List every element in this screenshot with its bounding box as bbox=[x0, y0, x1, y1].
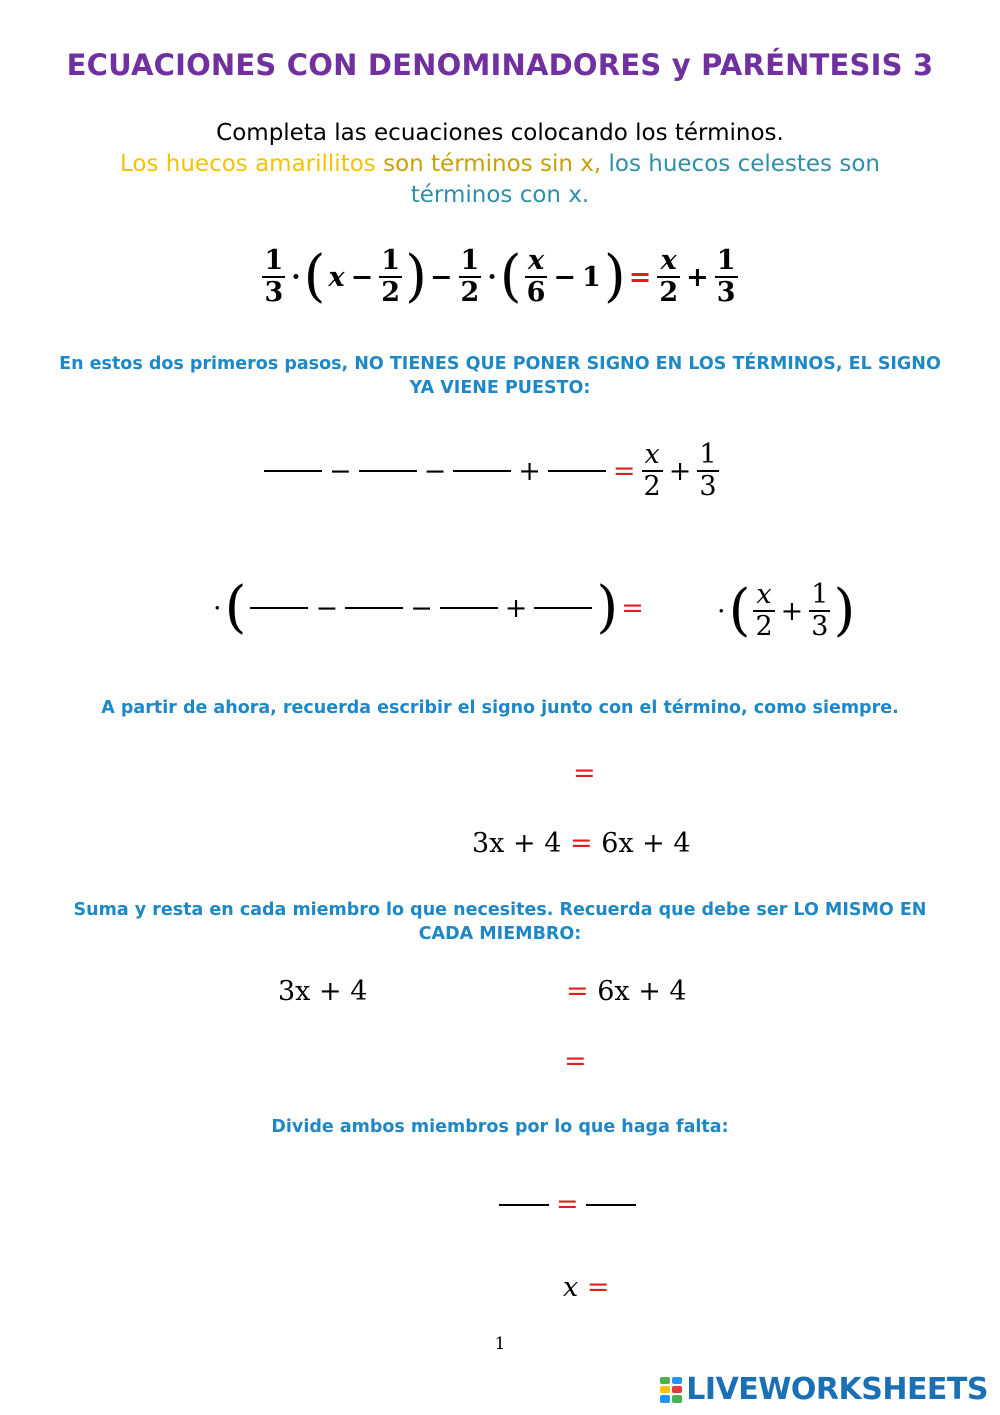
step5-rhs: 6x + 4 bbox=[597, 976, 687, 1007]
main-equation: $\frac{1}{3}$ ·( x − $\frac{1}{2}$ ) − $\frac{1}{2}$ ·( $\frac{x}{6}$ − 1) = $\frac{x}{2}$ + $\frac{1}{3}$ bbox=[264, 244, 736, 309]
blank-input[interactable] bbox=[586, 1204, 636, 1206]
page-number: 1 bbox=[494, 1334, 506, 1354]
step5-lhs: 3x + 4 bbox=[278, 976, 368, 1007]
fraction-x-2: $\frac{x}{2}$ bbox=[659, 245, 679, 308]
step4-equation: 3x + 4 = 6x + 4 bbox=[472, 828, 691, 859]
cyan-hint: los huecos celestes son términos con x. bbox=[410, 151, 880, 208]
step1-equation: − − + = $\frac{x}{2}$ + $\frac{1}{3}$ bbox=[260, 440, 722, 502]
blank-input[interactable] bbox=[345, 607, 403, 609]
instruction-line1: Completa las ecuaciones colocando los términos. bbox=[216, 120, 784, 146]
fraction-1-3-b: $\frac{1}{3}$ bbox=[716, 245, 736, 308]
note-step5: Suma y resta en cada miembro lo que necesites. Recuerda que debe ser LO MISMO EN CADA MIEMBRO: bbox=[73, 900, 927, 944]
fraction-1-3: $\frac{1}{3}$ bbox=[264, 245, 284, 308]
page-title: ECUACIONES CON DENOMINADORES y PARÉNTESIS 3 bbox=[66, 48, 934, 82]
step5-rhs-group: = 6x + 4 bbox=[566, 976, 687, 1007]
fraction-x-6: $\frac{x}{6}$ bbox=[526, 245, 546, 308]
blank-input[interactable] bbox=[440, 607, 498, 609]
step2-equation: ·( − − + ) = bbox=[213, 575, 644, 640]
blank-input[interactable] bbox=[453, 470, 511, 472]
logo-text: LIVEWORKSHEETS bbox=[686, 1372, 988, 1407]
note-step3: A partir de ahora, recuerda escribir el signo junto con el término, como siempre. bbox=[101, 698, 899, 718]
blank-input[interactable] bbox=[264, 470, 322, 472]
blank-input[interactable] bbox=[548, 470, 606, 472]
blank-input[interactable] bbox=[499, 1204, 549, 1206]
yellow-hint-a: Los huecos amarillitos bbox=[120, 151, 376, 177]
fraction-1-2: $\frac{1}{2}$ bbox=[381, 245, 401, 308]
note-step1: En estos dos primeros pasos, NO TIENES QUE PONER SIGNO EN LOS TÉRMINOS, EL SIGNO YA VIENE PUESTO: bbox=[59, 354, 941, 398]
liveworksheets-logo bbox=[660, 1372, 988, 1407]
blank-input[interactable] bbox=[250, 607, 308, 609]
final-equation: x = bbox=[563, 1272, 610, 1303]
step2-rhs: ·( $\frac{x}{2}$ + $\frac{1}{3}$ ) bbox=[717, 578, 856, 643]
blank-input[interactable] bbox=[359, 470, 417, 472]
instruction-line2 bbox=[0, 149, 1000, 211]
step4-rhs: 6x + 4 bbox=[601, 828, 691, 859]
step3-equals: = bbox=[573, 758, 596, 789]
yellow-hint-b: son términos sin x, bbox=[383, 151, 602, 177]
blank-input[interactable] bbox=[534, 607, 592, 609]
fraction-1-2-b: $\frac{1}{2}$ bbox=[460, 245, 480, 308]
note-step7: Divide ambos miembros por lo que haga falta: bbox=[271, 1117, 729, 1137]
instructions bbox=[0, 118, 1000, 211]
step7-equation: = bbox=[495, 1188, 640, 1220]
logo-icon bbox=[660, 1377, 682, 1403]
step4-lhs: 3x + 4 bbox=[472, 828, 562, 859]
step6-equals: = bbox=[564, 1046, 587, 1077]
